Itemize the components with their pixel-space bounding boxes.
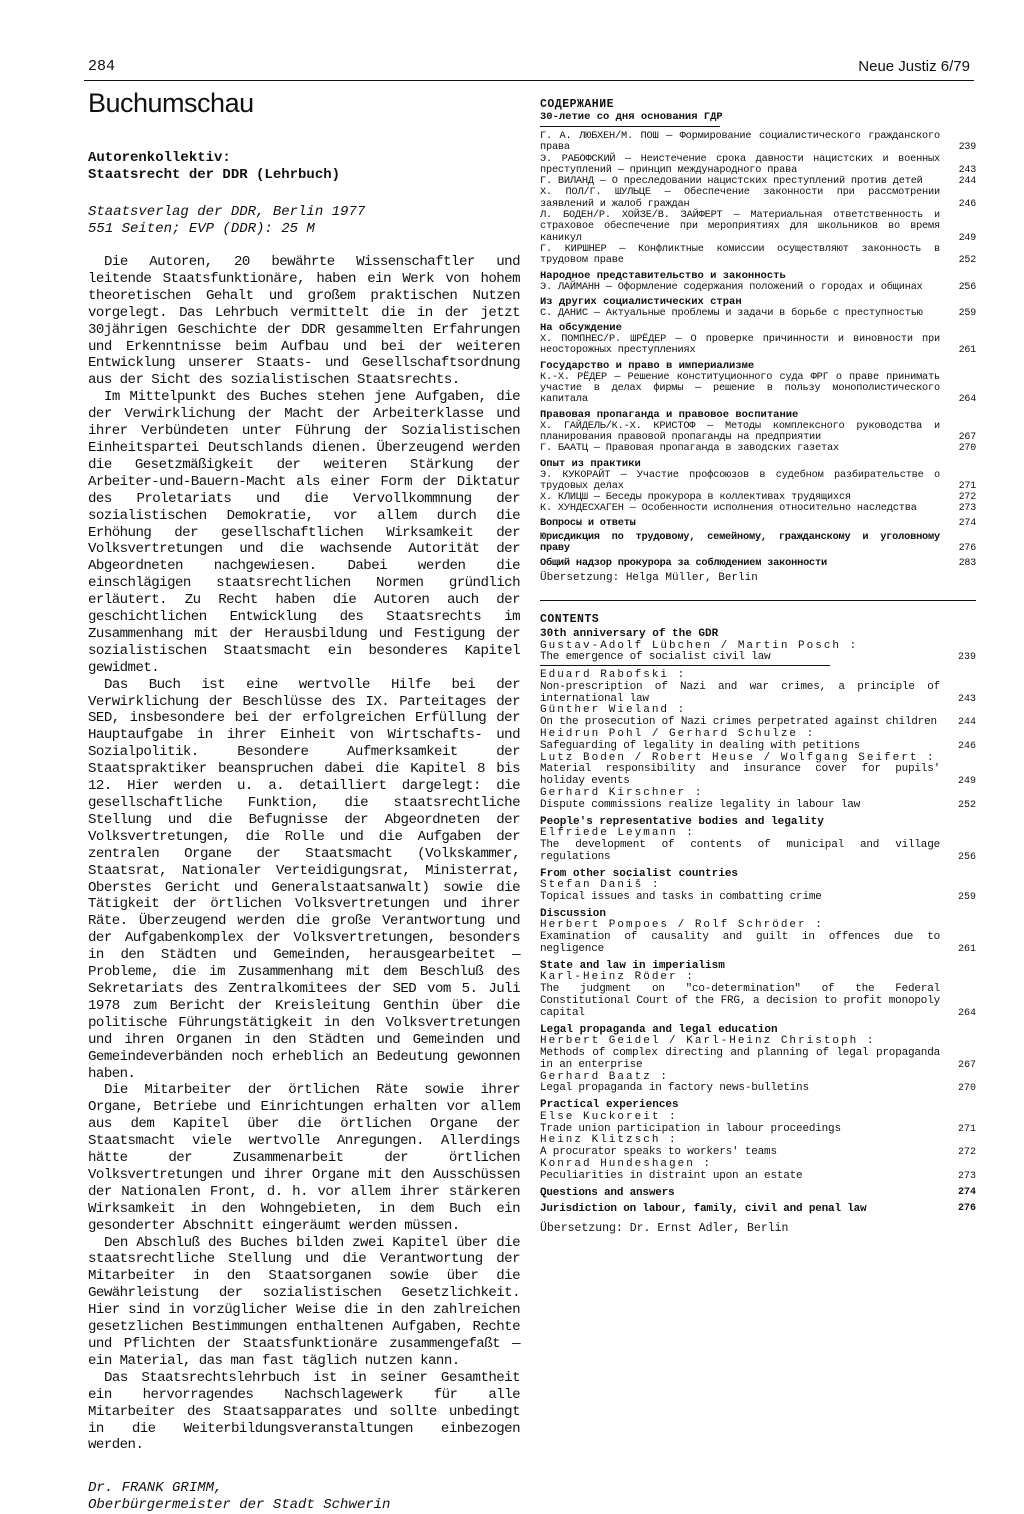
contents-en-entry-page: 271 <box>957 1123 976 1135</box>
contents-ru-item-page: 283 <box>958 557 976 569</box>
contents-ru-section <box>540 322 976 357</box>
contents-ru-section <box>540 532 976 555</box>
contents-en-entry-author: Lutz Boden / Robert Heuse / Wolfgang Seifert : <box>540 751 936 764</box>
journal-title: Neue Justiz 6/79 <box>858 58 970 75</box>
contents-ru-section-title: Правовая пропаганда и правовое воспитание <box>540 408 799 421</box>
contents-en-section-title: People's representative bodies and legality <box>540 815 824 828</box>
signature <box>88 1480 520 1514</box>
contents-ru-section-title: Государство и право в империализме <box>540 359 755 372</box>
contents-ru-section <box>540 111 976 267</box>
contents-en-section <box>540 1203 976 1216</box>
review-paragraph: Im Mittelpunkt des Buches stehen jene Aufgaben, die der Verwirklichung der Macht der Arbeiterklasse und ihrer Verbündeten unter Führung der Sozialistischen Einheitspartei Deutschlands dienen. Überzeugend werden die Gesetzmäßigkeit der weiteren Stärkung der Arbeiter-und-Bauern-Macht als einer Form der Diktatur des Proletariats und die Vervollkommnung der sozialistischen Demokratie, vor allem durch die Erhöhung der gesellschaftlichen Wirksamkeit der Volksvertretungen und die wachsende Autorität der Abgeordneten nachgewiesen. Dabei werden die einschlägigen staatsrechtlichen Normen gründlich erläutert. Zu Recht haben die Autoren auch der geschichtlichen Entwicklung des Staatsrechts im Zusammenhang mit der Herausbildung und Festigung der sozialistischen Staatsmacht ein besonderes Kapitel gewidmet. <box>88 389 520 676</box>
contents-en-entry-author: Gerhard Kirschner : <box>540 787 704 800</box>
contents-en-entry-text: Safeguarding of legality in dealing with petitions <box>540 739 861 752</box>
contents-en-entry-text: Non-prescription of Nazi and war crimes, a principle of international law <box>540 680 940 705</box>
contents-ru-item-page: 270 <box>958 443 976 455</box>
contents-ru-item <box>540 210 976 244</box>
contents-ru-list <box>540 111 976 569</box>
contents-en-entry <box>540 641 976 667</box>
contents-en-entry-author: Herbert Pompoes / Rolf Schröder : <box>540 919 824 932</box>
contents-en-entry-page: 256 <box>957 851 976 863</box>
contents-en-entry-text: Material responsibility and insurance cover for pupils' holiday events <box>540 763 940 788</box>
contents-en-entry <box>540 1072 976 1096</box>
contents-en-entry-page: 246 <box>957 740 976 752</box>
contents-ru-item-text: Г. ВИЛАНД — О преследовании нацистских преступлений против детей <box>540 175 923 188</box>
contents-ru-item-page: 249 <box>958 232 976 244</box>
contents-en-entry-page: 273 <box>957 1170 976 1182</box>
contents-en-translation: Übersetzung: Dr. Ernst Adler, Berlin <box>540 1221 789 1235</box>
contents-ru-section <box>540 409 976 455</box>
contents-ru-item-page: 274 <box>958 517 976 529</box>
contents-ru-item <box>540 154 976 177</box>
contents-ru-item <box>540 518 976 529</box>
contents-ru-item-text: Х. ПОМПНЕС/Р. ШРЁДЕР — О проверке причинности и виновности при неосторожных преступлениях <box>540 333 940 357</box>
contents-ru-item-text: К.-Х. РЁДЕР — Решение конституционного суда ФРГ о праве принимать участие в делах фирмы — решение в пользу монополистического капитала <box>540 370 940 406</box>
contents-ru-item <box>540 244 976 267</box>
contents-ru-section-title: На обсуждение <box>540 322 622 335</box>
contents-en-entry-page: 243 <box>957 693 976 705</box>
contents-en-entry-author: Heinz Klitzsch : <box>540 1134 678 1147</box>
contents-en-entry-row <box>540 1048 976 1072</box>
contents-en-entry-row <box>540 892 976 904</box>
contents-en-entry-text: Examination of causality and guilt in offences due to negligence <box>540 931 940 956</box>
section-title: Buchumschau <box>88 88 254 118</box>
contents-ru-item <box>540 334 976 357</box>
contents-ru-item-text: Э. РАБОФСКИЙ — Неистечение срока давности нацистских и военных преступлений — принцип международного права <box>540 152 940 176</box>
review-body <box>88 254 520 1454</box>
contents-en-section-title: State and law in imperialism <box>540 959 725 972</box>
book-author: Autorenkollektiv: <box>88 150 231 166</box>
contents-en-entry-page: 272 <box>957 1147 976 1159</box>
contents-en-entry-row <box>540 1171 976 1183</box>
contents-ru-item <box>540 503 976 514</box>
contents-ru-heading: СОДЕРЖАНИЕ <box>540 98 615 111</box>
contents-en-entry-author: Karl-Heinz Röder : <box>540 971 695 984</box>
contents-ru-rule <box>540 126 720 127</box>
contents-en-section-title-text: Jurisdiction on labour, family, civil and penal law <box>540 1203 867 1216</box>
contents-ru-item-text: Х. ПОЛ/Г. ШУЛЬЦЕ — Обеспечение законности при рассмотрении заявлений и жалоб граждан <box>540 186 940 210</box>
contents-ru-item-page: 246 <box>958 198 976 210</box>
contents-ru-item-text: Л. БОДЕН/Р. ХОЙЗЕ/В. ЗАЙФЕРТ — Материальная ответственность и страховое обеспечение при мероприятиях для школьников во время каникул <box>540 209 940 244</box>
review-column <box>88 150 520 1514</box>
contents-ru-item-text: Г. БААТЦ — Правовая пропаганда в заводских газетах <box>540 442 839 455</box>
contents-column <box>540 98 976 1235</box>
publisher: Staatsverlag der DDR, Berlin 1977 <box>88 204 366 220</box>
contents-ru-item-text: С. ДАНИС — Актуальные проблемы и задачи в борьбе с преступностью <box>540 306 923 319</box>
contents-en-section <box>540 1024 976 1096</box>
contents-en-entry-text: The judgment on "co-determination" of the Federal Constitutional Court of the FRG, a decision to profit monopoly capital <box>540 983 940 1019</box>
contents-ru-section <box>540 458 976 515</box>
contents-ru-section-title: Народное представительство и законность <box>540 269 786 282</box>
contents-en-section-title: From other socialist countries <box>540 867 739 880</box>
contents-en-entry <box>540 670 976 705</box>
contents-ru-item-text: Общий надзор прокурора за соблюдением законности <box>540 556 827 569</box>
contents-en-entry-page: 267 <box>957 1059 976 1071</box>
contents-en-heading: CONTENTS <box>540 612 600 626</box>
contents-en-entry-page: 259 <box>957 892 976 904</box>
contents-en-entry <box>540 1112 976 1136</box>
contents-ru-item <box>540 558 976 569</box>
contents-en-entry-author: Heidrun Pohl / Gerhard Schulze : <box>540 728 816 741</box>
contents-ru-section <box>540 360 976 406</box>
contents-en-entry <box>540 1036 976 1071</box>
contents-en-entry-row <box>540 932 976 956</box>
contents-ru-item-text: Юрисдикция по трудовому, семейному, гражданскому и уголовному праву <box>540 531 940 555</box>
contents-ru-item-page: 272 <box>958 492 976 504</box>
contents-ru-item-page: 256 <box>958 281 976 293</box>
contents-ru-item-page: 261 <box>958 345 976 357</box>
contents-en-entry-row <box>540 682 976 706</box>
contents-en-entry <box>540 828 976 863</box>
contents-en-section-title: 30th anniversary of the GDR <box>540 627 719 640</box>
contents-ru-section <box>540 518 976 529</box>
contents-en-section-title <box>540 1203 976 1216</box>
contents-en-entry-row <box>540 800 976 812</box>
contents-en-entry-text: Legal propaganda in factory news-bulletins <box>540 1082 809 1095</box>
review-paragraph: Den Abschluß des Buches bilden zwei Kapitel über die staatsrechtliche Stellung und die Verantwortung der Mitarbeiter in den Staatsorganen sowie über die Gewährleistung der sozialistischen Gesetzlichkeit. Hier sind in vorzüglicher Weise die in den zahlreichen gesetzlichen Bestimmungen enthaltenen Aufgaben, Rechte und Pflichten der Staatsfunktionäre zusammengefaßt — ein Material, das man fast täglich nutzen kann. <box>88 1234 520 1369</box>
contents-ru-section <box>540 270 976 293</box>
contents-en-section <box>540 816 976 864</box>
contents-ru-section <box>540 296 976 319</box>
contents-en-entry <box>540 1135 976 1159</box>
contents-en-rule <box>540 665 830 666</box>
contents-ru-item-text: Г. КИРШНЕР — Конфликтные комиссии осуществляют законность в трудовом праве <box>540 242 940 267</box>
contents-en-entry-author: Gerhard Baatz : <box>540 1070 670 1083</box>
contents-en-section-title: Practical experiences <box>540 1099 679 1112</box>
contents-en-section <box>540 908 976 956</box>
contents-en-section-page: 274 <box>957 1186 976 1198</box>
contents-en-entry <box>540 972 976 1019</box>
contents-ru-item-page: 252 <box>958 255 976 267</box>
contents-ru-item <box>540 308 976 319</box>
contents-en-entry-author: Eduard Rabofski : <box>540 669 687 682</box>
contents-en-section <box>540 868 976 904</box>
contents-en-entry <box>540 1159 976 1183</box>
signature-role: Oberbürgermeister der Stadt Schwerin <box>88 1497 391 1514</box>
contents-ru-section-title: Из других социалистических стран <box>540 295 742 308</box>
contents-en-entry <box>540 880 976 904</box>
contents-ru-item-text: Х. ГАЙДЕЛЬ/К.-Х. КРИСТОФ — Методы комплексного руководства и планирования правовой пропаганды на предприятии <box>540 419 940 443</box>
contents-en-entry <box>540 729 976 753</box>
contents-en-entry-page: 261 <box>957 944 976 956</box>
contents-en-entry-author: Elfriede Leymann : <box>540 827 695 840</box>
contents-ru-item <box>540 470 976 493</box>
contents-divider <box>540 600 976 601</box>
contents-en-entry <box>540 920 976 955</box>
header-rule <box>84 80 974 81</box>
contents-ru-item-page: 264 <box>958 394 976 406</box>
contents-ru-item-text: Г. А. ЛЮБХЕН/М. ПОШ — Формирование социалистического гражданского права <box>540 130 940 154</box>
contents-en-entry-author: Gustav-Adolf Lübchen / Martin Posch : <box>540 639 859 652</box>
contents-en-entry <box>540 788 976 812</box>
contents-ru-item-page: 243 <box>958 164 976 176</box>
contents-ru-item <box>540 372 976 406</box>
contents-en-section-title: Legal propaganda and legal education <box>540 1023 778 1036</box>
review-paragraph: Das Buch ist eine wertvolle Hilfe bei der Verwirklichung der Beschlüsse des IX. Parteitages der SED, insbesondere bei der erfolgreichen Erfüllung der Hauptaufgabe in ihrer Einheit von Wirtschafts- und Sozialpolitik. Besondere Aufmerksamkeit der Staatspraktiker beanspruchen dabei die Kapitel 8 bis 12. Hier werden u. a. detailliert dargelegt: die gesellschaftliche Funktion, die staatsrechtliche Stellung und die Befugnisse der Abgeordneten der Volksvertretungen, die Rolle und die Aufgaben der zentralen Organe der Staatsmacht (Volkskammer, Staatsrat, Nationaler Verteidigungsrat, Ministerrat, Oberstes Gericht und Generalstaatsanwalt) sowie die Tätigkeit der örtlichen Volksvertretungen und ihrer Räte. Überzeugend werden die große Verantwortung und der Aufgabenkomplex der Volksvertretungen, besonders in den Städten und Gemeinden, herausgearbeitet — Probleme, die im Zusammenhang mit dem Beschluß des Sekretariats des Zentralkomitees der SED vom 5. Juli 1978 zum Bericht der Kreisleitung Genthin über die politische Führungstätigkeit in den Volksvertretungen und ihren Organen in den Städten und Gemeinden und Gemeindeverbänden noch erheblich an Bedeutung gewonnen haben. <box>88 676 520 1082</box>
review-paragraph: Das Staatsrechtslehrbuch ist in seiner Gesamtheit ein hervorragendes Nachschlagewerk für alle Mitarbeiter des Staatsapparates und sollte unbedingt in die Weiterbildungsveranstaltungen einbezogen werden. <box>88 1369 520 1454</box>
contents-ru-item <box>540 443 976 454</box>
contents-ru-item-text: Э. ЛАЙМАНН — Оформление содержания положений о городах и общинах <box>540 280 923 293</box>
contents-en-entry-text: Trade union participation in labour proceedings <box>540 1122 841 1135</box>
contents-en-entry-text: Peculiarities in distraint upon an estate <box>540 1169 803 1182</box>
contents-en-entry-page: 244 <box>957 717 976 729</box>
contents-en-entry-row <box>540 764 976 788</box>
contents-en-entry-text: On the prosecution of Nazi crimes perpetrated against children <box>540 716 937 729</box>
contents-ru-item-text: Э. КУКОРАЙТ — Участие профсоюзов в судебном разбирательстве о трудовых делах <box>540 468 940 492</box>
contents-en-section <box>540 1099 976 1182</box>
contents-ru-item-page: 271 <box>958 480 976 492</box>
book-details: 551 Seiten; EVP (DDR): 25 M <box>88 221 315 237</box>
book-title: Staatsrecht der DDR (Lehrbuch) <box>88 167 341 183</box>
contents-ru-item-text: Х. КЛИЦШ — Беседы прокурора в коллективах трудящихся <box>540 491 851 504</box>
contents-en-entry-author: Konrad Hundeshagen : <box>540 1157 713 1170</box>
signature-name: Dr. FRANK GRIMM, <box>88 1480 223 1497</box>
contents-en-entry-page: 249 <box>957 776 976 788</box>
contents-en-entry-row <box>540 1083 976 1095</box>
contents-ru-item <box>540 532 976 555</box>
contents-ru-translation: Übersetzung: Helga Müller, Berlin <box>540 571 758 584</box>
contents-en-entry <box>540 753 976 788</box>
contents-ru-section-title: Опыт из практики <box>540 457 641 470</box>
contents-en-entry-page: 239 <box>957 652 976 664</box>
contents-ru-item <box>540 187 976 210</box>
contents-ru-item <box>540 282 976 293</box>
review-paragraph: Die Mitarbeiter der örtlichen Räte sowie ihrer Organe, Betriebe und Einrichtungen erhalten vor allem aus dem Kapitel über die örtlichen Organe der Staatsmacht viele wertvolle Anregungen. Allerdings hätte der Zusammenarbeit der örtlichen Volksvertretungen und ihrer Organe mit den Ausschüssen der Nationalen Front, d. h. vor allem ihrer stärkeren Wirksamkeit in den Wohngebieten, in dem Buch ein gesonderter Abschnitt eingeräumt werden müssen. <box>88 1082 520 1234</box>
contents-ru-item-page: 239 <box>958 142 976 154</box>
contents-en-entry-row <box>540 741 976 753</box>
contents-en-entry-author: Stefan Daniš : <box>540 879 661 892</box>
contents-en-section-title-text: Questions and answers <box>540 1186 675 1199</box>
contents-en-entry-author: Herbert Geidel / Karl-Heinz Christoph : <box>540 1035 876 1048</box>
contents-en-section-title: Discussion <box>540 907 607 920</box>
contents-en-entry-author: Günther Wieland : <box>540 704 687 717</box>
contents-ru-section <box>540 558 976 569</box>
contents-en-entry-row <box>540 984 976 1019</box>
contents-en-list <box>540 628 976 1216</box>
contents-ru-item-page: 259 <box>958 307 976 319</box>
contents-ru-item-page: 267 <box>958 431 976 443</box>
contents-ru-item-page: 276 <box>958 543 976 555</box>
contents-en-entry-page: 252 <box>957 799 976 811</box>
contents-ru-item <box>540 131 976 154</box>
page-number: 284 <box>88 58 116 75</box>
contents-en-section <box>540 628 976 812</box>
contents-en-entry-text: The emergence of socialist civil law <box>540 651 771 664</box>
contents-en-entry-row <box>540 652 976 664</box>
contents-en-entry-row <box>540 840 976 864</box>
contents-en-section <box>540 960 976 1020</box>
contents-en-entry-page: 264 <box>957 1007 976 1019</box>
review-paragraph: Die Autoren, 20 bewährte Wissenschaftler und leitende Staatsfunktionäre, haben ein Werk von hohem theoretischen Gehalt und großem praktischen Nutzen vorgelegt. Das Lehrbuch vermittelt die in der jetzt 30jährigen Geschichte der DDR gesammelten Erfahrungen und Erkenntnisse beim Aufbau und bei der weiteren Entwicklung unserer Staats- und Gesellschaftsordnung aus der Sicht des sozialistischen Staatsrechts. <box>88 254 520 389</box>
contents-en-section <box>540 1187 976 1200</box>
contents-en-entry-text: Dispute commissions realize legality in labour law <box>540 798 861 811</box>
contents-en-entry <box>540 705 976 729</box>
contents-en-entry-author: Else Kuckoreit : <box>540 1110 678 1123</box>
contents-ru-item-text: Вопросы и ответы <box>540 516 636 529</box>
contents-en-section-title <box>540 1187 976 1200</box>
contents-ru-section-title: 30-летие со дня основания ГДР <box>540 111 723 123</box>
publication-info <box>88 204 520 238</box>
contents-ru-item <box>540 421 976 444</box>
contents-en-section-page: 276 <box>957 1203 976 1215</box>
contents-ru-item-page: 244 <box>958 176 976 188</box>
contents-en-entry-text: The development of contents of municipal and village regulations <box>540 839 940 863</box>
contents-en-entry-text: Methods of complex directing and planning of legal propaganda in an enterprise <box>540 1046 940 1071</box>
contents-ru-item-page: 273 <box>958 503 976 515</box>
contents-en-entry-text: A procurator speaks to workers' teams <box>540 1146 777 1159</box>
contents-en-entry-page: 270 <box>957 1083 976 1095</box>
contents-ru-item-text: К. ХУНДЕСХАГЕН — Особенности исполнения относительно наследства <box>540 502 917 515</box>
contents-en-entry-text: Topical issues and tasks in combatting crime <box>540 891 822 904</box>
